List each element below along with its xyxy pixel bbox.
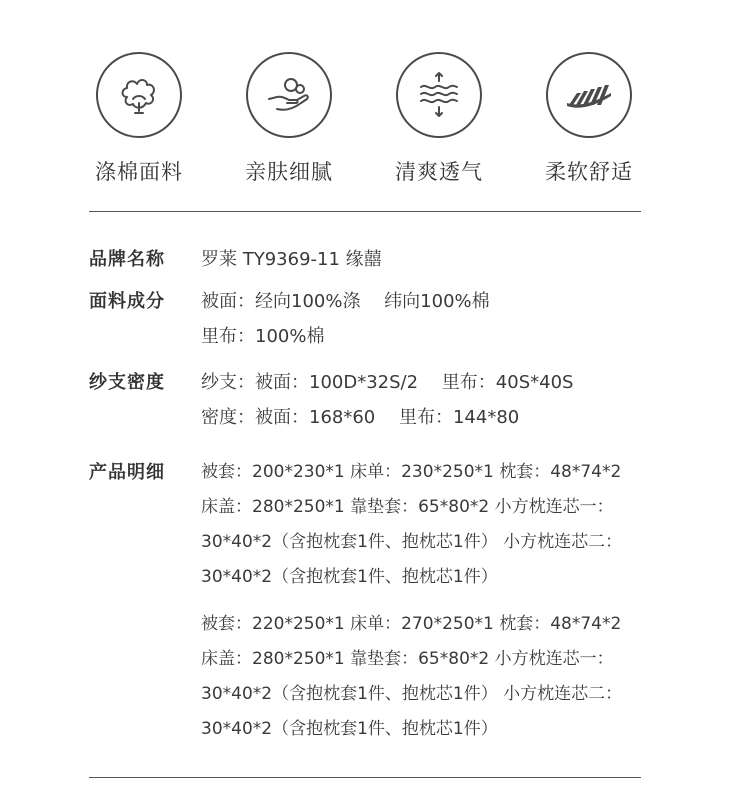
feature-label: 柔软舒适 <box>545 160 633 184</box>
spec-value: 罗莱 TY9369-11 缘囍 <box>201 249 382 270</box>
spec-value: 纱支：被面：100D*32S/2 里布：40S*40S <box>201 372 574 393</box>
feature-skin <box>229 52 349 186</box>
feature-icons-row <box>0 0 730 200</box>
spec-values <box>201 242 382 277</box>
spec-value: 被套：200*230*1 床单：230*250*1 枕套：48*74*2 <box>201 462 622 482</box>
feature-label: 清爽透气 <box>395 160 483 184</box>
spec-value: 30*40*2（含抱枕套1件、抱枕芯1件） <box>201 719 498 739</box>
feature-label: 涤棉面料 <box>95 160 183 184</box>
spec-value: 里布：100%棉 <box>201 326 325 347</box>
feature-soft <box>529 52 649 186</box>
spec-key: 品牌名称 <box>89 249 165 270</box>
spec-value: 30*40*2（含抱枕套1件、抱枕芯1件） <box>201 567 498 587</box>
spec-values <box>201 365 573 435</box>
cotton-icon <box>96 52 182 138</box>
spec-values-group1 <box>201 455 622 595</box>
feature-breathable <box>379 52 499 186</box>
hand-skin-icon <box>246 52 332 138</box>
soft-waves-icon <box>546 52 632 138</box>
spec-key: 纱支密度 <box>89 372 165 393</box>
feature-cotton <box>79 52 199 186</box>
spec-values-group2 <box>201 607 622 747</box>
spec-value: 床盖：280*250*1 靠垫套：65*80*2 小方枕连芯一： <box>201 649 614 669</box>
feature-label: 亲肤细腻 <box>245 160 333 184</box>
spec-values <box>201 284 490 354</box>
spec-value: 密度：被面：168*60 里布：144*80 <box>201 407 520 428</box>
spec-value: 被套：220*250*1 床单：270*250*1 枕套：48*74*2 <box>201 614 622 634</box>
top-divider <box>89 211 641 212</box>
spec-key: 面料成分 <box>89 291 165 312</box>
spec-value: 30*40*2（含抱枕套1件、抱枕芯1件） 小方枕连芯二： <box>201 532 623 552</box>
airflow-icon <box>396 52 482 138</box>
spec-value: 30*40*2（含抱枕套1件、抱枕芯1件） 小方枕连芯二： <box>201 684 623 704</box>
spec-value: 被面：经向100%涤 纬向100%棉 <box>201 291 490 312</box>
bottom-divider <box>89 777 641 778</box>
spec-key: 产品明细 <box>89 462 165 483</box>
spec-value: 床盖：280*250*1 靠垫套：65*80*2 小方枕连芯一： <box>201 497 614 517</box>
